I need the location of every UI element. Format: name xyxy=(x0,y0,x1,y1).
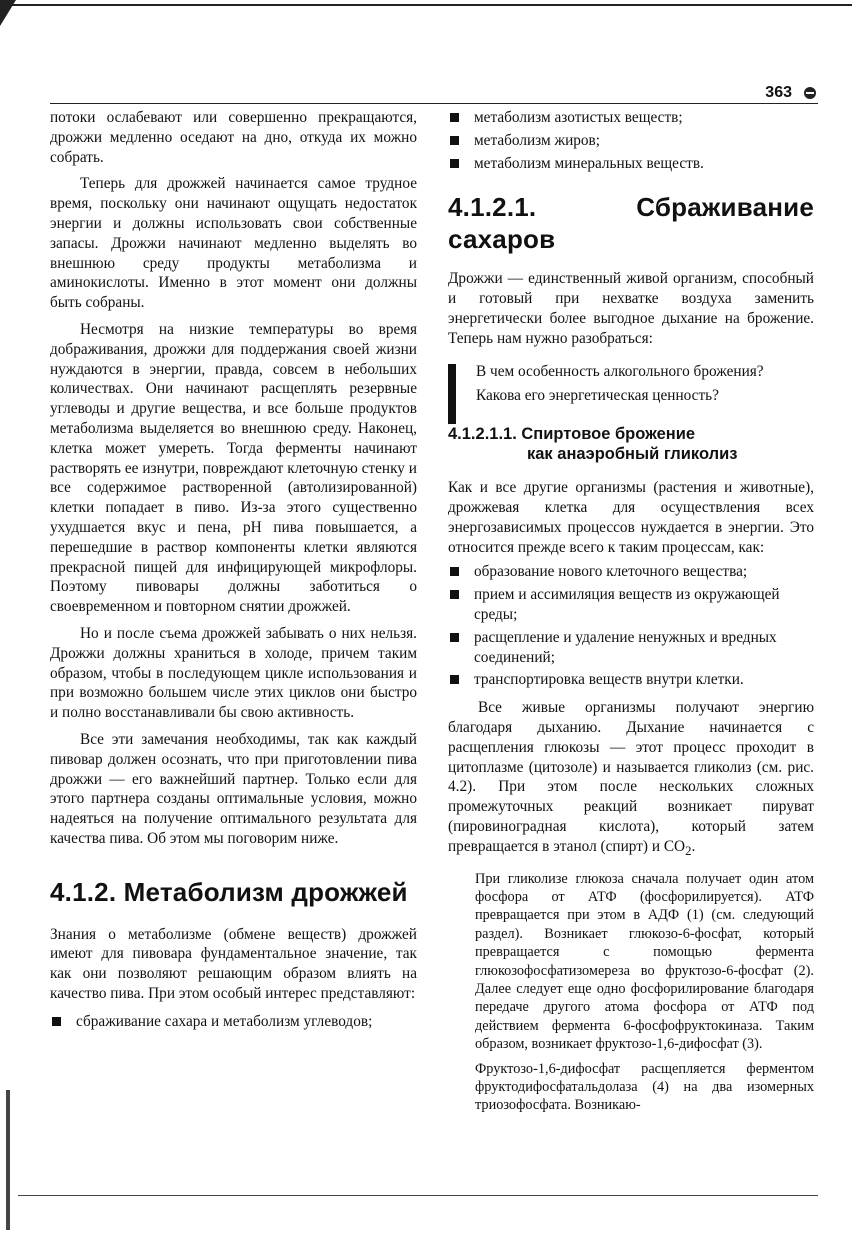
bullet-square-icon xyxy=(450,675,459,684)
list-item: метаболизм жиров; xyxy=(448,131,814,151)
scan-edge-artifact xyxy=(6,1090,10,1230)
paragraph: потоки ослабевают или совершенно прекращаются, дрожжи медленно оседают на дно, откуда их можно собрать. xyxy=(50,109,417,166)
question-bar-icon xyxy=(448,364,456,424)
paragraph-small: Фруктозо-1,6-дифосфат расщепляется ферментом фруктодифосфатальдолаза (4) на два изомерных триозофосфата. Возникаю- xyxy=(475,1060,814,1114)
page-number: 363 xyxy=(765,84,792,101)
paragraph: Теперь для дрожжей начинается самое трудное время, поскольку они начинают ощущать недостаток энергии и должны использовать свои собственные запасы. Дрожжи начинают медленно выделять во внешнюю среду продукты метаболизма и аминокислоты. Именно в этот момент они должны быть собраны. xyxy=(50,175,417,312)
bullet-square-icon xyxy=(450,633,459,642)
bullet-list xyxy=(448,108,814,173)
bullet-square-icon xyxy=(52,1017,61,1026)
section-heading: 4.1.2.1. Сбраживание сахаров xyxy=(448,192,814,255)
question-box xyxy=(448,362,814,407)
bullet-square-icon xyxy=(450,136,459,145)
bullet-list xyxy=(448,562,814,690)
question: Какова его энергетическая ценность? xyxy=(476,387,719,405)
bullet-square-icon xyxy=(450,567,459,576)
bullet-list xyxy=(50,1012,417,1032)
list-item: транспортировка веществ внутри клетки. xyxy=(448,670,814,690)
bottom-rule xyxy=(18,1195,818,1196)
left-column xyxy=(50,108,417,1032)
section-heading: 4.1.2. Метаболизм дрожжей xyxy=(50,876,408,907)
paragraph: Несмотря на низкие температуры во время дображивания, дрожжи для поддержания своей жизни нуждаются в энергии, правда, совсем в небольших количествах. Они начинают расщеплять резервные углеводы и другие вещества, и все больше продуктов метаболизма выделяется во внешнюю среду. Наконец, клетка может умереть. Тогда ферменты начинают растворять ее изнутри, повреждают клеточную стенку и все содержимое растворенной (автолизированной) клетки попадает в пиво. Из-за этого существенно ухудшается вкус и пена, pH пива повышается, а перешедшие в раствор компоненты клетки являются прекрасной пищей для инфицирующей микрофлоры. Поэтому пивовары должны заботиться о своевременном и повторном снятии дрожжей. xyxy=(50,320,417,616)
bullet-square-icon xyxy=(450,590,459,599)
list-item: образование нового клеточного вещества; xyxy=(448,562,814,582)
paragraph: Все живые организмы получают энергию благодаря дыханию. Дыхание начинается с расщепления глюкозы — этот процесс проходит в цитоплазме (цитозоле) и называется гликолиз (см. рис. 4.2). При этом после нескольких сложных промежуточных реакций возникает пируват (пировиноградная кислота), который затем превращается в этанол (спирт) и $CO_2$. xyxy=(448,699,814,858)
list-item: метаболизм азотистых веществ; xyxy=(448,108,814,128)
subsection-heading: 4.1.2.1.1. Спиртовое брожение как анаэробный гликолиз xyxy=(448,425,738,464)
paragraph-small: При гликолизе глюкоза сначала получает один атом фосфора от АТФ (фосфорилируется). АТФ превращается при этом в АДФ (1) (см. следующий раздел). Возникает глюкозо-6-фосфат, который превращается с помощью фермента глюкозофосфатизомереза во фруктозо-6-фосфат (2). Далее следует еще одно фосфорилирование благодаря передаче другого атома фосфора от АТФ под действием фермента 6-фосфофруктокиназа. Таким образом, возникает фруктозо-1,6-дифосфат (3). xyxy=(475,870,814,1053)
header-rule xyxy=(50,103,818,104)
page-marker-icon xyxy=(804,87,816,99)
paragraph: Но и после съема дрожжей забывать о них нельзя. Дрожжи должны храниться в холоде, причем таким образом, чтобы в последующем цикле использования и при возможно большем числе этих циклов они быстро и полно восстанавливали бы свою активность. xyxy=(50,624,417,722)
paragraph: Дрожжи — единственный живой организм, способный и готовый при нехватке воздуха заменить энергетически более выгодное дыхание на брожение. Теперь нам нужно разобраться: xyxy=(448,270,814,347)
list-item: сбраживание сахара и метаболизм углеводов; xyxy=(50,1012,417,1032)
bullet-square-icon xyxy=(450,113,459,122)
list-item: метаболизм минеральных веществ. xyxy=(448,154,814,174)
question: В чем особенность алкогольного брожения? xyxy=(476,362,764,380)
list-item: расщепление и удаление ненужных и вредных соединений; xyxy=(448,628,814,668)
top-rule xyxy=(0,4,852,6)
paragraph: Знания о метаболизме (обмене веществ) дрожжей имеют для пивовара фундаментальное значение, так как они позволяют решающим образом влиять на качество пива. При этом особый интерес представляют: xyxy=(50,925,417,1003)
right-column xyxy=(448,108,814,1115)
list-item: прием и ассимиляция веществ из окружающей среды; xyxy=(448,585,814,625)
bullet-square-icon xyxy=(450,159,459,168)
paragraph: Как и все другие организмы (растения и животные), дрожжевая клетка для осуществления всех энергозависимых процессов нуждается в энергии. Это относится прежде всего к таким процессам, как: xyxy=(448,479,814,556)
paragraph: Все эти замечания необходимы, так как каждый пивовар должен осознать, что при приготовлении пива дрожжи — его важнейший партнер. Только если для этого партнера созданы оптимальные условия, можно надеяться на получение оптимального результата для качества пива. Об этом мы поговорим ниже. xyxy=(50,730,417,847)
